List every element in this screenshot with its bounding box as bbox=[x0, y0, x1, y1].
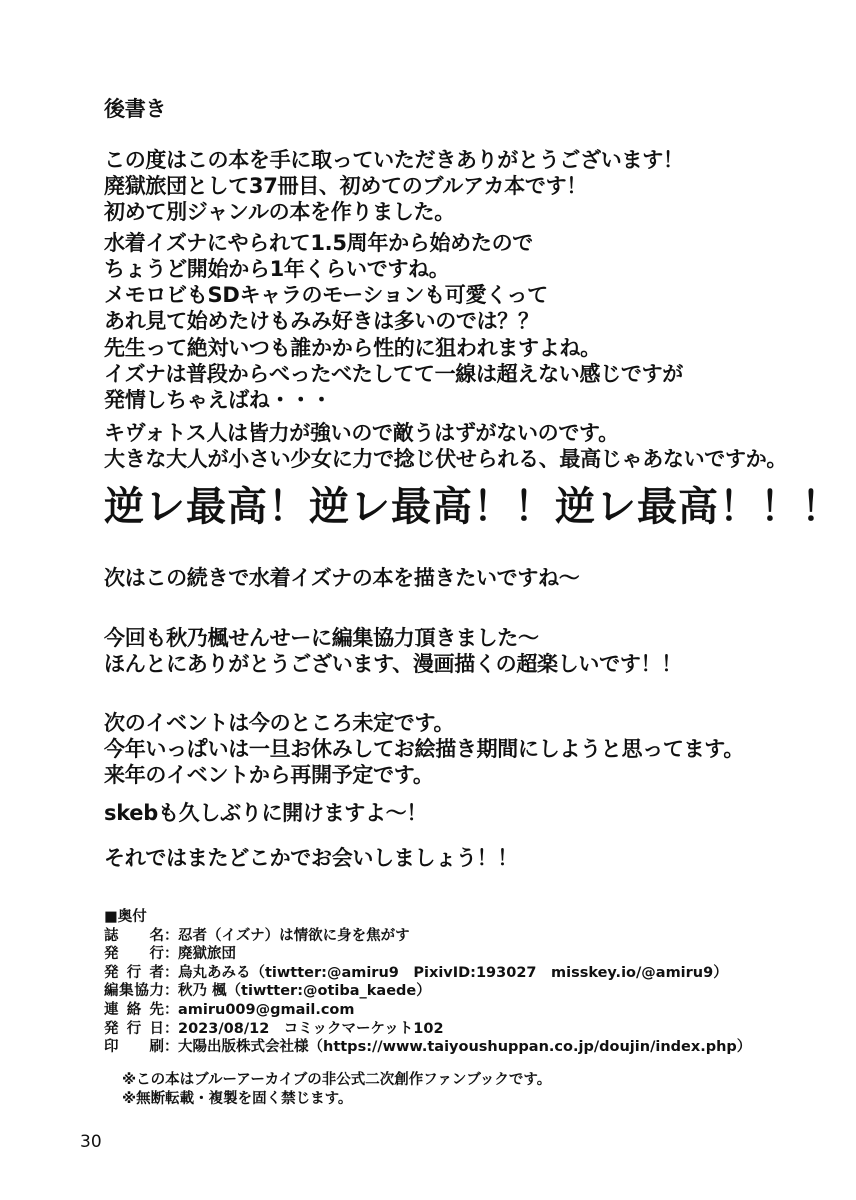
event-paragraph bbox=[104, 710, 816, 788]
text-line: 初めて別ジャンルの本を作りました。 bbox=[104, 200, 455, 224]
colophon-key: 誌 名 bbox=[104, 927, 164, 944]
colophon bbox=[104, 908, 751, 1057]
text-line: 廃獄旅団として37冊目、初めてのブルアカ本です！ bbox=[104, 174, 587, 198]
paragraph-4 bbox=[104, 420, 816, 472]
colophon-value: 廃獄旅団 bbox=[178, 946, 236, 963]
text-line: あれ見て始めたけもみみ好きは多いのでは？？ bbox=[104, 309, 539, 333]
colophon-row: 発行日 ： 2023/08/12 コミックマーケット102 bbox=[104, 1020, 444, 1037]
text-line: キヴォトス人は皆力が強いので敵うはずがないのです。 bbox=[104, 421, 619, 445]
page-number: 30 bbox=[80, 1132, 102, 1152]
text-line: skebも久しぶりに開けますよ～！ bbox=[104, 801, 428, 825]
closing-line bbox=[104, 845, 816, 871]
colophon-row: 編集協力 ： 秋乃 楓（tiwtter:@otiba_kaede） bbox=[104, 983, 431, 1000]
colophon-key: 発 行 bbox=[104, 946, 164, 963]
text-line: 水着イズナにやられて1.5周年から始めたので bbox=[104, 231, 533, 255]
text-line: ちょうど開始から1年くらいですね。 bbox=[104, 257, 450, 281]
text-line: 発情しちゃえばね・・・ bbox=[104, 388, 332, 412]
colophon-row: 連絡先 ： amiru009@gmail.com bbox=[104, 1001, 355, 1018]
text-line: 次はこの続きで水着イズナの本を描きたいですね～ bbox=[104, 566, 580, 590]
text-line: 大きな大人が小さい少女に力で捻じ伏せられる、最高じゃあないですか。 bbox=[104, 447, 788, 471]
text-line: 今回も秋乃楓せんせーに編集協力頂きました～ bbox=[104, 626, 539, 650]
text-line: 今年いっぱいは一旦お休みしてお絵描き期間にしようと思ってます。 bbox=[104, 737, 745, 761]
colophon-value: 大陽出版株式会社様（https://www.taiyoushuppan.co.jp/doujin/index.php） bbox=[178, 1039, 752, 1056]
text-line: 先生って絶対いつも誰かから性的に狙われますよね。 bbox=[104, 336, 601, 360]
colophon-value: 秋乃 楓（tiwtter:@otiba_kaede） bbox=[178, 983, 431, 1000]
text-line: それではまたどこかでお会いしましょう！！ bbox=[104, 846, 518, 870]
paragraph-2 bbox=[104, 230, 816, 334]
colophon-title: ■奥付 bbox=[104, 909, 147, 925]
colophon-key: 連絡先 bbox=[104, 1001, 164, 1018]
colophon-key: 編集協力 bbox=[104, 983, 164, 1000]
text-line: ほんとにありがとうございます、漫画描くの超楽しいです！！ bbox=[104, 652, 682, 676]
text-line: この度はこの本を手に取っていただきありがとうございます！ bbox=[104, 148, 684, 172]
colophon-key: 発行日 bbox=[104, 1020, 164, 1037]
legal-note: ※無断転載・複製を固く禁じます。 bbox=[122, 1091, 353, 1107]
highlight-block bbox=[104, 482, 842, 532]
colophon-row: 印 刷 ： 大陽出版株式会社様（https://www.taiyoushuppan.co.jp/doujin/index.php） bbox=[104, 1039, 752, 1056]
colophon-key: 発行者 bbox=[104, 964, 164, 981]
legal-note: ※この本はブルーアーカイブの非公式二次創作ファンブックです。 bbox=[122, 1072, 552, 1088]
colophon-row: 発 行 ： 廃獄旅団 bbox=[104, 946, 236, 963]
colophon-value: 烏丸あみる（tiwtter:@amiru9 PixivID:193027 misskey.io/@amiru9） bbox=[178, 964, 728, 981]
text-line: 来年のイベントから再開予定です。 bbox=[104, 763, 434, 787]
thanks-paragraph bbox=[104, 625, 816, 677]
colophon-value: amiru009@gmail.com bbox=[178, 1001, 355, 1018]
afterword-heading: 後書き bbox=[104, 97, 167, 121]
text-line: メモロビもSDキャラのモーションも可愛くって bbox=[104, 283, 548, 307]
next-plan bbox=[104, 565, 816, 591]
afterword-heading-block bbox=[104, 96, 816, 122]
skeb-line bbox=[104, 800, 816, 826]
colophon-row: 発行者 ： 烏丸あみる（tiwtter:@amiru9 PixivID:193027 misskey.io/@amiru9） bbox=[104, 964, 728, 981]
text-line: イズナは普段からべったべたしてて一線は超えない感じですが bbox=[104, 362, 683, 386]
colophon-value: 忍者（イズナ）は情欲に身を焦がす bbox=[178, 927, 410, 944]
paragraph-1 bbox=[104, 147, 816, 225]
colophon-row: 誌 名 ： 忍者（イズナ）は情欲に身を焦がす bbox=[104, 927, 410, 944]
legal-notes bbox=[122, 1071, 551, 1109]
colophon-value: 2023/08/12 コミックマーケット102 bbox=[178, 1020, 444, 1037]
colophon-key: 印 刷 bbox=[104, 1039, 164, 1056]
text-line: 次のイベントは今のところ未定です。 bbox=[104, 711, 455, 735]
paragraph-3 bbox=[104, 335, 816, 413]
highlight-text: 逆レ最高！逆レ最高！！逆レ最高！！！ bbox=[104, 484, 842, 530]
